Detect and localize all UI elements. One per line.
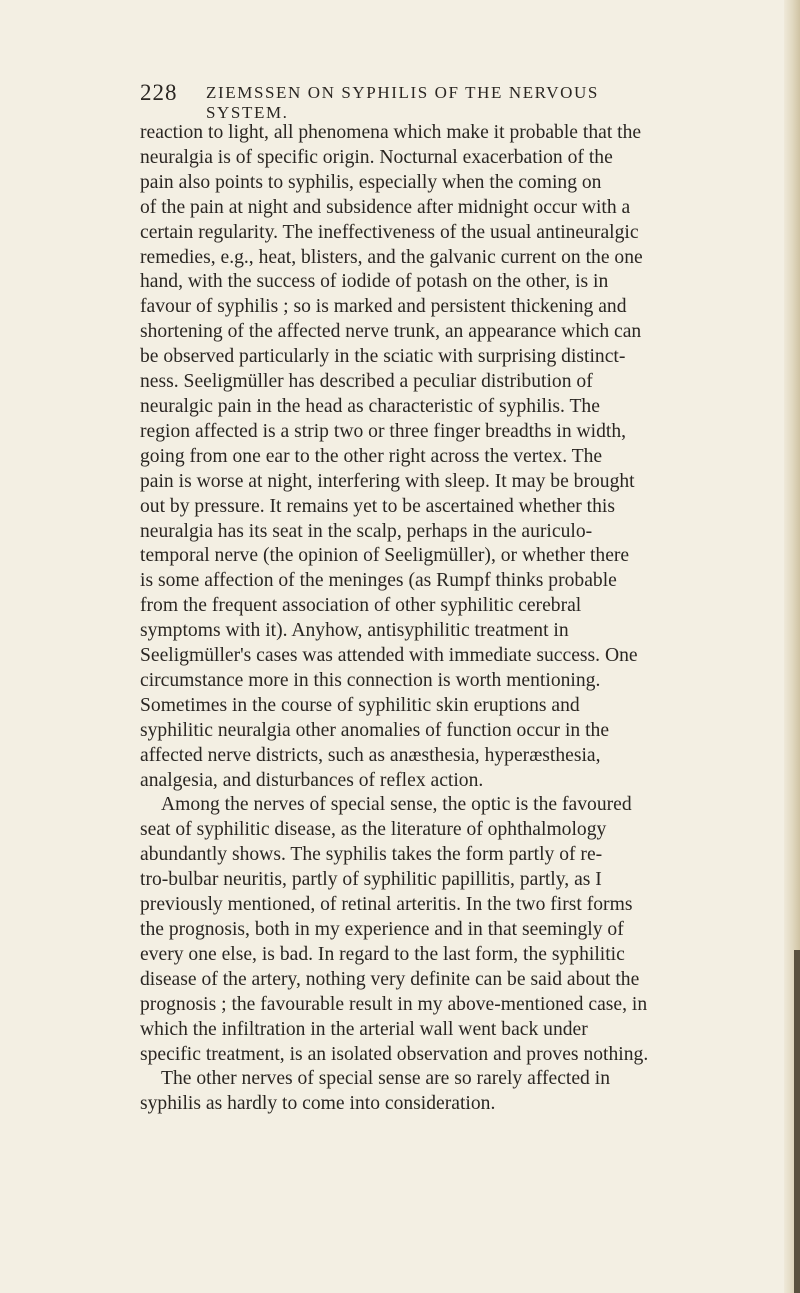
text-line: specific treatment, is an isolated observation and proves nothing.: [140, 1043, 649, 1065]
text-line: remedies, e.g., heat, blisters, and the galvanic current on the one: [140, 246, 643, 268]
text-line: every one else, is bad. In regard to the last form, the syphilitic: [140, 943, 625, 965]
text-line: tro-bulbar neuritis, partly of syphilitic papillitis, partly, as I: [140, 869, 602, 891]
text-line: out by pressure. It remains yet to be ascertained whether this: [140, 495, 615, 517]
text-line: is some affection of the meninges (as Rumpf thinks probable: [140, 570, 617, 592]
text-line: syphilitic neuralgia other anomalies of function occur in the: [140, 719, 610, 741]
text-line: be observed particularly in the sciatic with surprising distinct-: [140, 346, 626, 368]
text-line: which the infiltration in the arterial wall went back under: [140, 1018, 588, 1040]
text-line: certain regularity. The ineffectiveness of the usual antineuralgic: [140, 221, 639, 243]
text-line: affected nerve districts, such as anæsthesia, hyperæsthesia,: [140, 744, 601, 766]
running-title: ZIEMSSEN ON SYPHILIS OF THE NERVOUS SYSTEM.: [206, 83, 599, 122]
text-line: circumstance more in this connection is worth mentioning.: [140, 669, 601, 691]
page-edge-shadow: [794, 950, 800, 1293]
body-text: [140, 121, 680, 1117]
text-line: seat of syphilitic disease, as the literature of ophthalmology: [140, 819, 607, 841]
text-line: ness. Seeligmüller has described a peculiar distribution of: [140, 371, 593, 393]
text-line: reaction to light, all phenomena which make it probable that the: [140, 122, 642, 143]
text-line: analgesia, and disturbances of reflex action.: [140, 769, 484, 791]
text-line: disease of the artery, nothing very definite can be said about the: [140, 968, 640, 990]
text-line: going from one ear to the other right across the vertex. The: [140, 445, 603, 467]
text-line: symptoms with it). Anyhow, antisyphilitic treatment in: [140, 620, 569, 642]
text-line: neuralgia is of specific origin. Nocturnal exacerbation of the: [140, 146, 613, 168]
paragraph-start-line: Among the nerves of special sense, the optic is the favoured: [161, 794, 632, 816]
text-line: from the frequent association of other syphilitic cerebral: [140, 595, 582, 617]
text-line: hand, with the success of iodide of potash on the other, is in: [140, 271, 609, 293]
text-line: of the pain at night and subsidence after midnight occur with a: [140, 196, 631, 218]
text-line: neuralgic pain in the head as characteristic of syphilis. The: [140, 395, 600, 417]
text-line: Sometimes in the course of syphilitic skin eruptions and: [140, 694, 580, 716]
text-line: favour of syphilis ; so is marked and persistent thickening and: [140, 296, 627, 318]
text-line: the prognosis, both in my experience and in that seemingly of: [140, 919, 624, 940]
text-line: shortening of the affected nerve trunk, an appearance which can: [140, 321, 642, 343]
text-line: previously mentioned, of retinal arteritis. In the two first forms: [140, 894, 633, 916]
text-line: syphilis as hardly to come into consideration.: [140, 1093, 496, 1115]
text-line: abundantly shows. The syphilis takes the form partly of re-: [140, 844, 603, 866]
text-line: pain also points to syphilis, especially when the coming on: [140, 171, 602, 193]
text-line: Seeligmüller's cases was attended with immediate success. One: [140, 645, 638, 667]
page-number: 228: [140, 80, 178, 105]
text-line: prognosis ; the favourable result in my above-mentioned case, in: [140, 993, 648, 1015]
paragraph-start-line: The other nerves of special sense are so rarely affected in: [161, 1068, 610, 1090]
page-header: [140, 80, 680, 122]
text-line: pain is worse at night, interfering with sleep. It may be brought: [140, 470, 635, 492]
text-line: neuralgia has its seat in the scalp, perhaps in the auriculo-: [140, 520, 593, 542]
text-line: temporal nerve (the opinion of Seeligmüller), or whether there: [140, 545, 630, 567]
text-line: region affected is a strip two or three finger breadths in width,: [140, 420, 627, 442]
